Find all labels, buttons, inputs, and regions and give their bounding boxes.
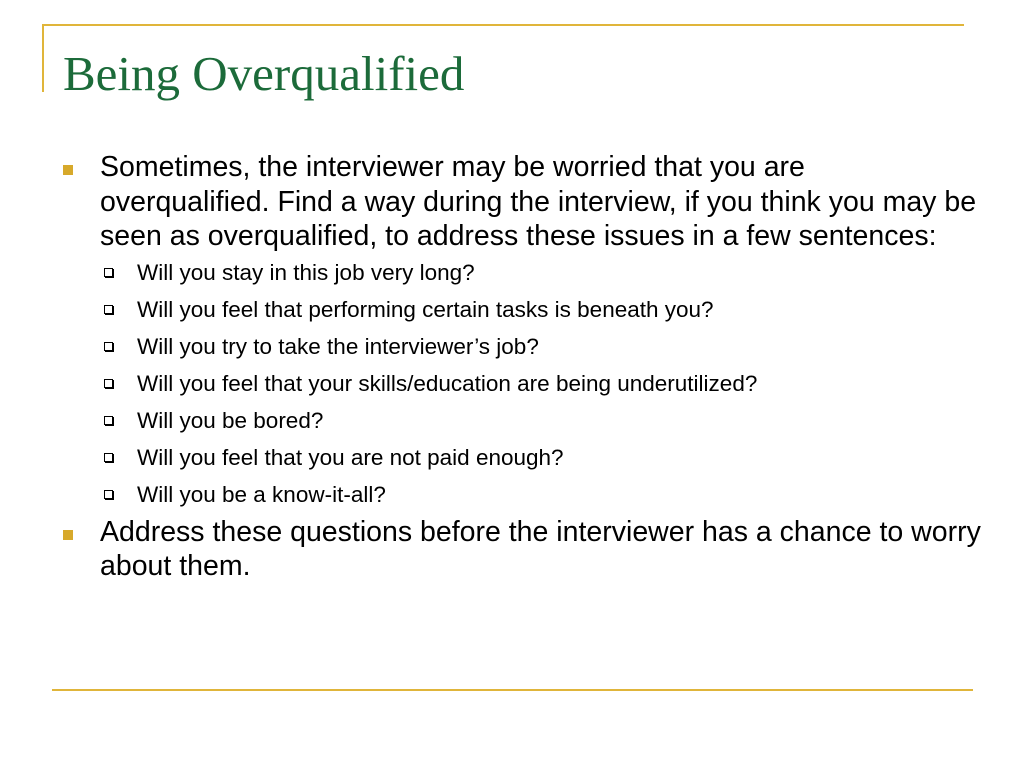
bullet-text: Sometimes, the interviewer may be worried that you are overqualified. Find a way during the interview, if you think you may be seen as overqualified, to address these issues in a few sentences: (100, 151, 977, 252)
sub-bullet-text: Will you feel that you are not paid enough? (137, 444, 564, 470)
sub-bullet-text: Will you be bored? (137, 407, 324, 433)
hollow-square-bullet-icon (104, 416, 113, 425)
sub-bullet-item (100, 408, 982, 434)
sub-bullet-text: Will you feel that performing certain tasks is beneath you? (137, 296, 714, 322)
sub-bullet-item (100, 482, 982, 508)
sub-bullet-item (100, 297, 982, 323)
square-bullet-icon (63, 530, 73, 540)
hollow-square-bullet-icon (104, 379, 113, 388)
left-rule (42, 24, 44, 92)
bullet-text: Address these questions before the interviewer has a chance to worry about them. (100, 515, 981, 582)
sub-bullet-item (100, 260, 982, 286)
bullet-item (62, 515, 982, 584)
hollow-square-bullet-icon (104, 305, 113, 314)
top-rule (42, 24, 964, 26)
sub-bullet-text: Will you stay in this job very long? (137, 259, 475, 285)
bullet-item (62, 150, 982, 508)
sub-bullet-item (100, 371, 982, 397)
slide-title: Being Overqualified (63, 46, 465, 101)
sub-bullet-list (100, 260, 982, 508)
square-bullet-icon (63, 165, 73, 175)
hollow-square-bullet-icon (104, 453, 113, 462)
sub-bullet-text: Will you be a know-it-all? (137, 481, 386, 507)
hollow-square-bullet-icon (104, 490, 113, 499)
sub-bullet-item (100, 334, 982, 360)
sub-bullet-item (100, 445, 982, 471)
slide-body (62, 150, 982, 584)
hollow-square-bullet-icon (104, 342, 113, 351)
sub-bullet-text: Will you try to take the interviewer’s job? (137, 333, 539, 359)
sub-bullet-text: Will you feel that your skills/education are being underutilized? (137, 370, 758, 396)
bottom-rule (52, 689, 973, 691)
hollow-square-bullet-icon (104, 268, 113, 277)
